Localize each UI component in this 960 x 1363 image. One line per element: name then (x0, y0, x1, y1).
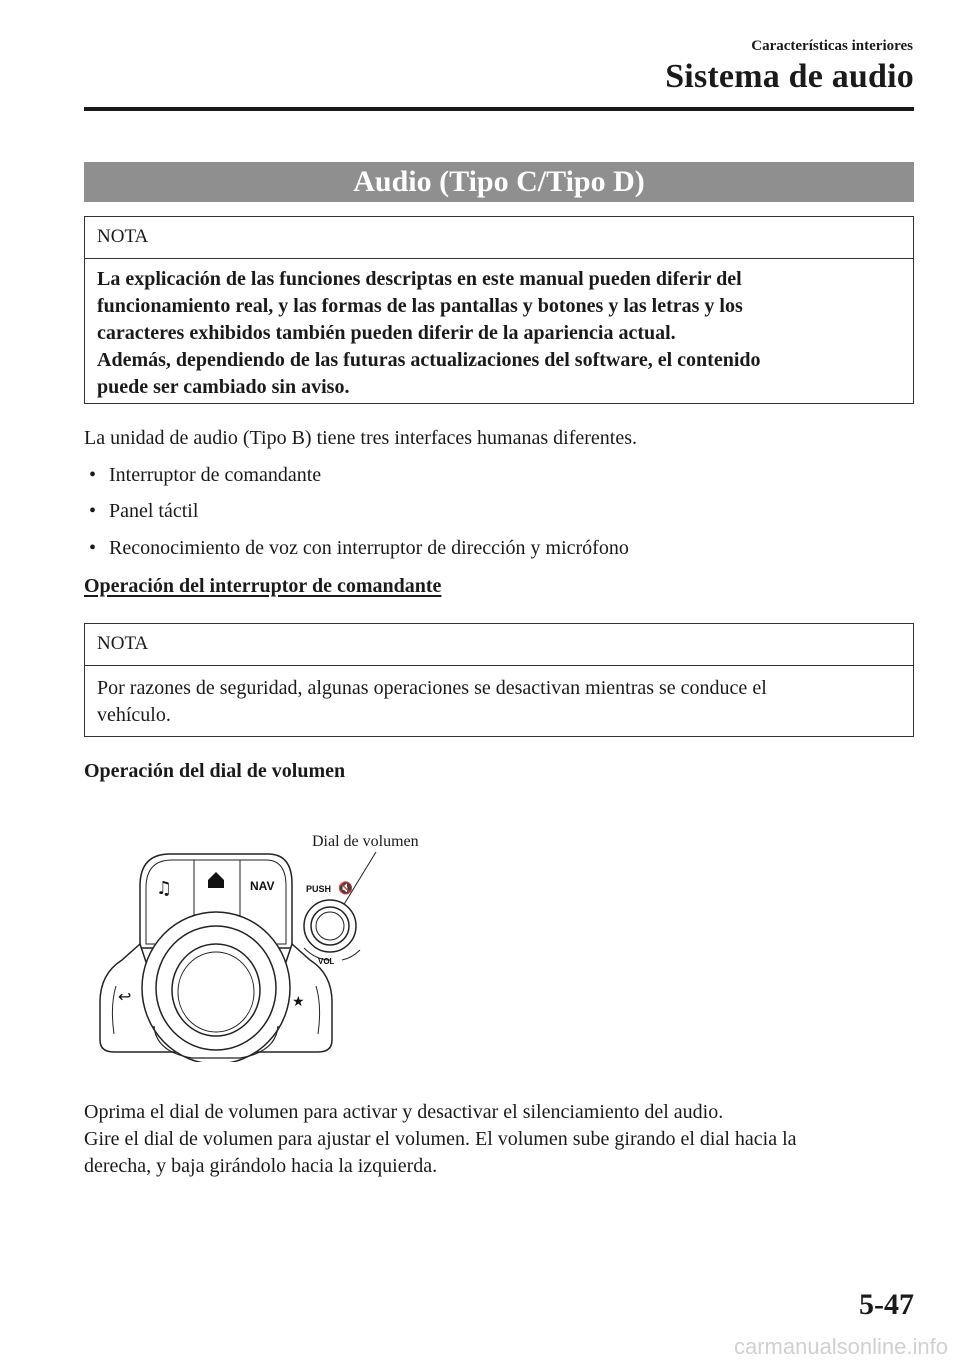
subheading: Operación del dial de volumen (84, 760, 346, 782)
bullet-item: • Panel táctil (89, 500, 199, 522)
music-icon[interactable]: ♫ (156, 878, 173, 899)
back-icon: ↩ (118, 987, 132, 1006)
section-banner: Audio (Tipo C/Tipo D) (84, 162, 914, 202)
bullet-text: Panel táctil (109, 500, 199, 522)
bullet-text: Reconocimiento de voz con interruptor de dirección y micrófono (109, 537, 629, 559)
note-line: Además, dependiendo de las futuras actualizaciones del software, el contenido (97, 349, 761, 371)
header-section: Características interiores (751, 38, 913, 54)
body-line: Gire el dial de volumen para ajustar el volumen. El volumen sube girando el dial hacia la (84, 1128, 797, 1150)
note-body (85, 259, 913, 409)
note-box-2 (84, 623, 914, 737)
note-label: NOTA (85, 217, 913, 259)
note-box-1 (84, 216, 914, 404)
nav-button-label[interactable]: NAV (250, 879, 275, 893)
note-line: La explicación de las funciones descriptas en este manual pueden diferir del (97, 268, 742, 290)
star-icon: ★ (292, 994, 305, 1010)
push-label: PUSH (306, 884, 332, 894)
section-heading: Operación del interruptor de comandante (84, 575, 442, 597)
note-line: caracteres exhibidos también pueden diferir de la apariencia actual. (97, 322, 676, 344)
vol-label: VOL (318, 957, 335, 966)
bullet-item: • Reconocimiento de voz con interruptor de dirección y micrófono (89, 537, 629, 559)
commander-knob[interactable] (172, 944, 260, 1036)
body-paragraph (84, 1099, 797, 1180)
note-label: NOTA (85, 624, 913, 666)
note-line: puede ser cambiado sin aviso. (97, 376, 350, 398)
body-line: derecha, y baja girándolo hacia la izquierda. (84, 1155, 438, 1177)
header-rule (84, 107, 914, 111)
bullet-text: Interruptor de comandante (109, 464, 322, 486)
mute-icon: 🔇 (338, 881, 353, 895)
intro-paragraph: La unidad de audio (Tipo B) tiene tres interfaces humanas diferentes. (84, 427, 637, 449)
page-number: 5-47 (859, 1288, 914, 1321)
note-line: Por razones de seguridad, algunas operaciones se desactivan mientras se conduce el (97, 677, 767, 699)
bullet-item: • Interruptor de comandante (89, 464, 322, 486)
volume-dial[interactable] (311, 907, 349, 945)
note-body (85, 666, 913, 737)
note-line: funcionamiento real, y las formas de las pantallas y botones y las letras y los (97, 295, 743, 317)
note-line: vehículo. (97, 704, 171, 726)
vol-arrow-right (342, 950, 360, 960)
callout-label: Dial de volumen (312, 833, 419, 850)
commander-switch-illustration (96, 826, 456, 1062)
watermark: carmanualsonline.info (733, 1334, 948, 1359)
header-title: Sistema de audio (665, 58, 914, 95)
body-line: Oprima el dial de volumen para activar y desactivar el silenciamiento del audio. (84, 1101, 724, 1123)
